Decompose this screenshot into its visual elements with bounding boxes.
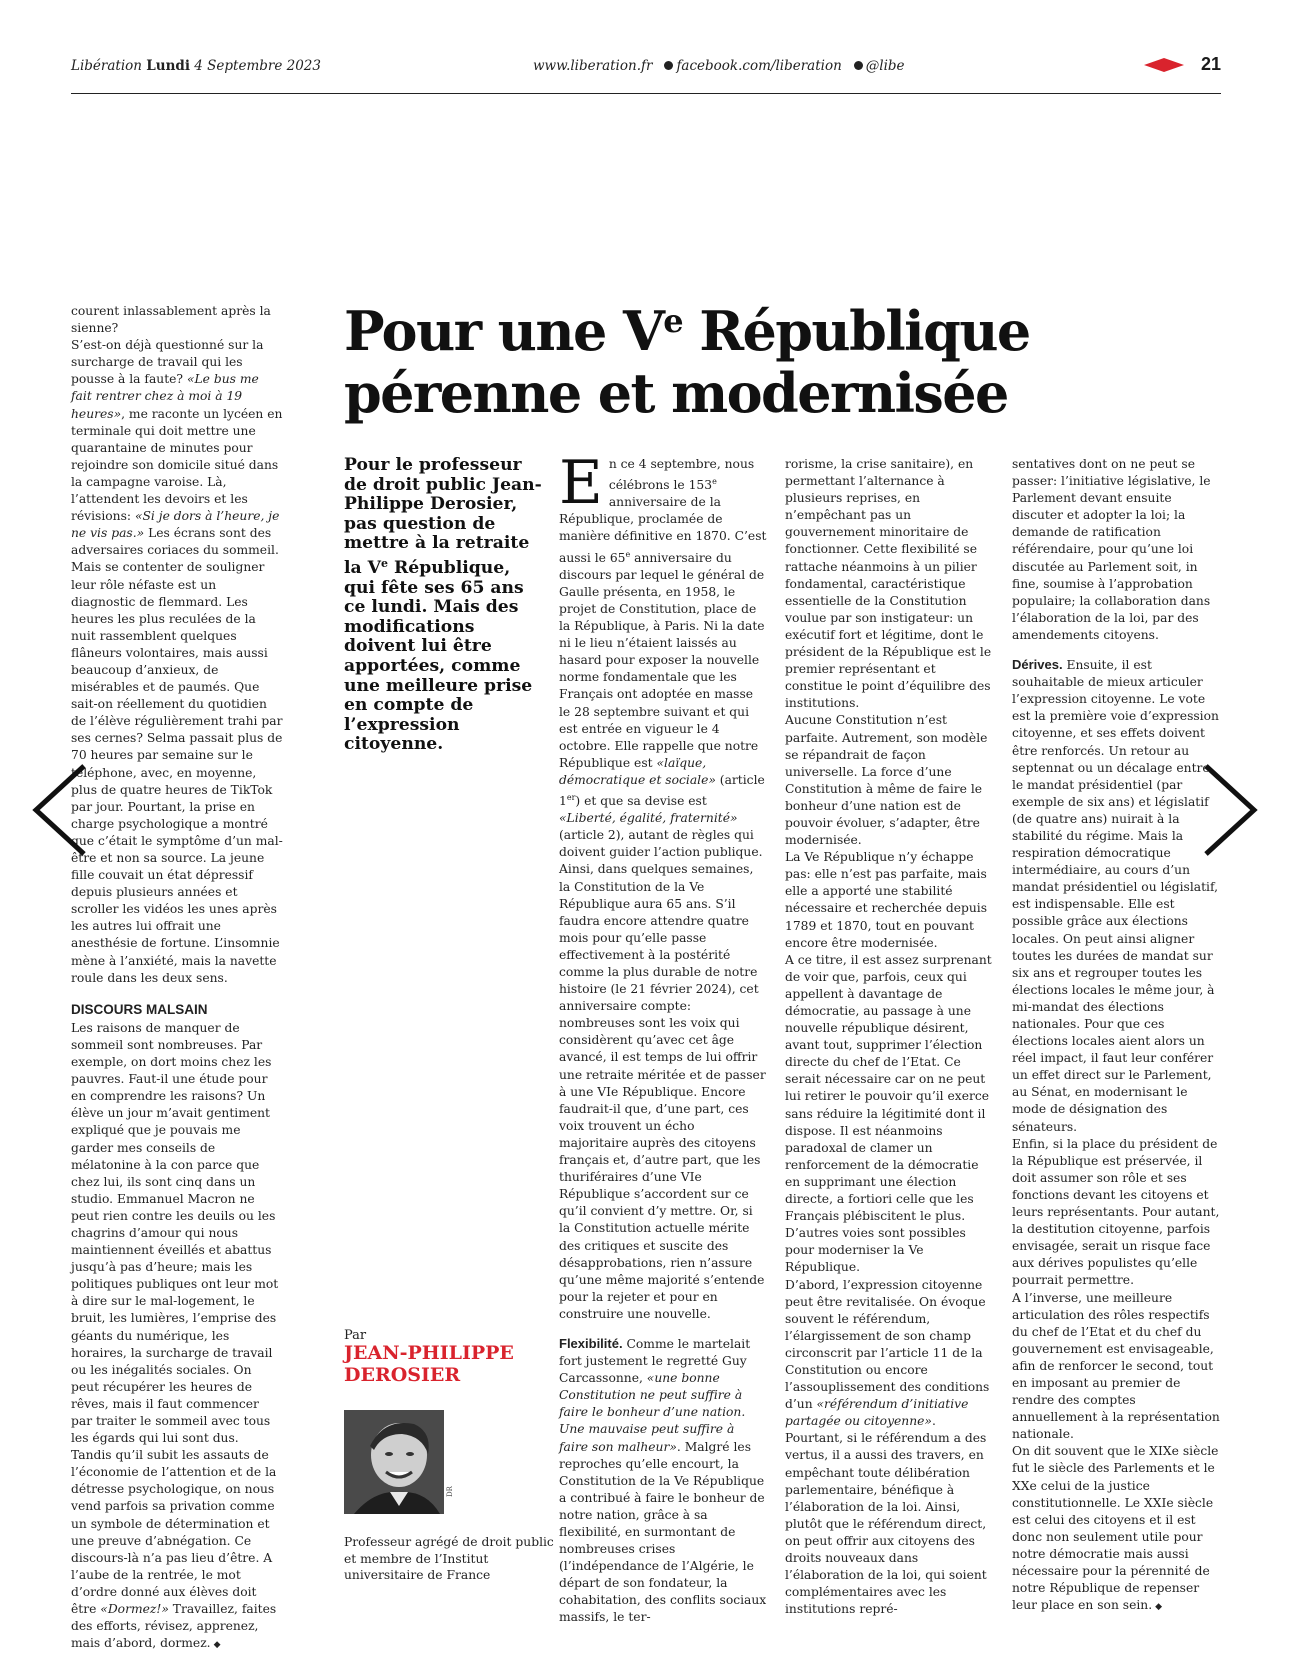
paragraph: A l’inverse, une meilleure articulation des rôles respectifs du chef de l’Etat et du chef du gouvernement est envisageable, afin de renforcer le second, tout en imposant au premier de rendre des comptes annuellement à la représentation nationale. bbox=[1012, 1290, 1220, 1442]
next-page-button[interactable] bbox=[1202, 760, 1262, 860]
page-header bbox=[71, 56, 1221, 94]
article-column-2 bbox=[785, 456, 993, 1618]
paragraph: Flexibilité. Comme le martelait fort justement le regretté Guy Carcassonne, «une bonne Constitution ne peut suffire à faire le bonheur d’une nation. Une mauvaise peut suffire à faire son malheur». Malgré les reproches qu’elle encourt, la Constitution de la Ve République a contribué à faire le bonheur de notre nation, grâce à sa flexibilité, en surmontant de nombreuses crises (l’indépendance de l’Algérie, le départ de son fondateur, la cohabitation, des conflits sociaux massifs, le ter- bbox=[559, 1335, 767, 1625]
paragraph: A ce titre, il est assez surprenant de voir que, parfois, ceux qui appellent à davantage de démocratie, au passage à une nouvelle république désirent, avant tout, supprimer l’élection directe du chef de l’Etat. Ce serait nécessaire car on ne peut lui retirer le pouvoir qu’il exerce sans réduire la légitimité dont il dispose. Il est néanmoins paradoxal de clamer un renforcement de la démocratie en supprimant une élection directe, a fortiori celle que les Français plébiscitent le plus. D’autres voies sont possibles pour moderniser la Ve République. bbox=[785, 952, 992, 1275]
end-of-article-icon: ◆ bbox=[213, 1640, 221, 1651]
article-column-3 bbox=[1012, 456, 1224, 1616]
weekday: Lundi bbox=[146, 58, 190, 74]
byline-prefix: Par bbox=[344, 1328, 367, 1343]
author-photo bbox=[344, 1410, 444, 1514]
author-bio: Professeur agrégé de droit public et membre de l’Institut universitaire de France bbox=[344, 1535, 554, 1582]
paragraph: Aucune Constitution n’est parfaite. Autrement, son modèle se répandrait de façon universelle. La force d’une Constitution à même de faire le bonheur d’une nation est de pouvoir évoluer, s’adapter, être modernisée. bbox=[785, 713, 988, 848]
paragraph: On dit souvent que le XIXe siècle fut le siècle des Parlements et le XXe celui de la justice constitutionnelle. Le XXIe siècle est celui des citoyens et il est donc non seulement utile pour notre démocratie mais aussi nécessaire pour la pérennité de notre République de repenser leur place en son sein. ◆ bbox=[1012, 1443, 1224, 1616]
paragraph: courent inlassablement après la sienne? bbox=[71, 304, 271, 336]
previous-page-button[interactable] bbox=[28, 760, 88, 860]
paragraph: Les raisons de manquer de sommeil sont nombreuses. Par exemple, on dort moins chez les pauvres. Faut-il une étude pour en comprendre les raisons? Un élève un jour m’avait gentiment expliqué que je pouvais me garder mes conseils de mélatonine à la con parce que chez lui, ils sont cinq dans un studio. Emmanuel Macron ne peut rien contre les deuils ou les chagrins d’amour qui nous maintiennent éveillés et abattus jusqu’à pas d’heure; mais les politiques publiques ont leur mot à dire sur le mal-logement, le bruit, les lumières, l’emprise des géants du numérique, les horaires, la surcharge de travail ou les inégalités sociales. On peut récupérer les heures de rêves, mais il faut commencer par traiter le sommeil avec tous les égards qui lui sont dus. Tandis qu’il subit les assauts de l’économie de l’attention et de la détresse psychologique, on nous vend parfois sa privation comme un symbole de détermination et une preuve d’abnégation. Ce discours-là n’a pas lieu d’être. A l’aube de la rentrée, le mot d’ordre donné aux élèves doit être «Dormez!» Travaillez, faites des efforts, révisez, apprenez, mais d’abord, dormez. ◆ bbox=[71, 1020, 283, 1654]
paragraph: Dérives. Ensuite, il est souhaitable de mieux articuler l’expression citoyenne. Le vote est la première voie d’expression citoyenne, et ses effets doivent être renforcés. Un retour au septennat ou un décalage entre le mandat présidentiel (par exemple de six ans) et législatif (de quatre ans) nuirait à la stabilité du régime. Mais la respiration démocratique intermédiaire, au cours d’un mandat présidentiel ou législatif, est indispensable. Elle est possible grâce aux élections locales. On peut ainsi aligner toutes les durées de mandat sur six ans et regrouper toutes les élections locales le même jour, à mi-mandat des élections nationales. Pour que ces élections locales aient alors un réel impact, il faut leur conférer un effet direct sur le Parlement, au Sénat, en modernisant le mode de désignation des sénateurs. bbox=[1012, 657, 1219, 1134]
paragraph: La Ve République n’y échappe pas: elle n’est pas parfaite, mais elle a apporté une stabilité nécessaire et recherchée depuis 1789 et 1870, tout en pouvant encore être modernisée. bbox=[785, 850, 988, 950]
article-standfirst: Pour le professeur de droit public Jean-Philippe Derosier, pas question de mettre à la retraite la Ve République, qui fête ses 65 ans ce lundi. Mais des modifications doivent lui être apportées, comme une meilleure prise en compte de l’expression citoyenne. bbox=[344, 455, 542, 755]
article-title bbox=[344, 290, 1224, 424]
title-line-2: pérenne et modernisée bbox=[344, 361, 1008, 425]
paragraph: D’abord, l’expression citoyenne peut être revitalisée. On évoque souvent le référendum, l’élargissement de son champ circonscrit par l’article 11 de la Constitution ou encore l’assouplissement des conditions d’un «référendum d’initiative partagée ou citoyenne». Pourtant, si le référendum a des vertus, il a aussi des travers, en empêchant toute délibération parlementaire, bénéfique à l’élaboration de la loi. Ainsi, plutôt que le référendum direct, on peut offrir aux citoyens des droits nouveaux dans l’élaboration de la loi, qui soient complémentaires avec les institutions repré- bbox=[785, 1277, 990, 1617]
paragraph: rorisme, la crise sanitaire), en permettant l’alternance à plusieurs reprises, en n’empêchant pas un gouvernement minoritaire de fonctionner. Cette flexibilité se rattache néanmoins à un pilier fondamental, caractéristique essentielle de la Constitution voulue par son instigateur: un exécutif fort et légitime, dont le président de la République est le premier représentant et constitue le point d’équilibre des institutions. bbox=[785, 457, 992, 711]
facebook-link[interactable]: facebook.com/liberation bbox=[676, 58, 842, 74]
masthead-date bbox=[71, 58, 321, 74]
header-links bbox=[533, 58, 905, 74]
twitter-icon bbox=[854, 61, 863, 70]
page-number: 21 bbox=[1200, 54, 1221, 74]
page-marker bbox=[1144, 54, 1221, 78]
paragraph: sentatives dont on ne peut se passer: l’initiative législative, le Parlement devant ensuite discuter et adopter la loi; la demande de ratification référendaire, pour qu’une loi discutée au Parlement soit, in fine, soumise à l’approbation populaire; la collaboration dans l’élaboration de la loi, par des amendements citoyens. bbox=[1012, 457, 1211, 642]
chevron-right-icon bbox=[1202, 760, 1262, 860]
publication-name: Libération bbox=[71, 58, 142, 74]
paragraph: Ainsi, dans quelques semaines, la Constitution de la Ve République aura 65 ans. S’il faudra encore attendre quatre mois pour qu’elle passe effectivement à la postérité comme la plus durable de notre histoire (le 21 février 2024), cet anniversaire compte: nombreuses sont les voix qui considèrent qu’avec cet âge avancé, il est temps de lui offrir une retraite méritée et de passer à une VIe République. Encore faudrait-il que, d’une part, ces voix trouvent un écho majoritaire auprès des citoyens français et, d’autre part, que les thuriféraires d’une VIe République s’accordent sur ce qu’il convient d’y mettre. Or, si la Constitution actuelle mérite des critiques et suscite des désapprobations, rien n’assure qu’une même majorité s’entende pour la rejeter et pour en construire une nouvelle. bbox=[559, 862, 766, 1321]
paragraph: S’est-on déjà questionné sur la surcharge de travail qui les pousse à la faute? «Le bus me fait rentrer chez à moi à 19 heures», me raconte un lycéen en terminale qui doit mettre une quarantaine de minutes pour rejoindre son domicile situé dans la campagne varoise. Là, l’attendent les devoirs et les révisions: «Si je dors à l’heure, je ne vis pas.» Les écrans sont des adversaires coriaces du sommeil. Mais se contenter de souligner leur rôle néfaste est un diagnostic de flemmard. Les heures les plus reculées de la nuit rassemblent quelques flâneurs volontaires, mais aussi beaucoup d’anxieux, de misérables et de paumés. Que sait-on réellement du quotidien de l’élève régulièrement trahi par ses cernes? Selma passait plus de 70 heures par semaine sur le téléphone, avec, en moyenne, plus de quatre heures de TikTok par jour. Pourtant, la prise en charge psychologique a montré que c’était le symptôme d’un mal-être et non sa source. La jeune fille couvait un état dépressif depuis plusieurs années et scroller les vidéos les unes après les autres lui offrait une anesthésie de fortune. L’insomnie mène à l’anxiété, mais la navette roule dans les deux sens. bbox=[71, 338, 283, 985]
facebook-icon bbox=[664, 61, 673, 70]
article-column-1 bbox=[559, 448, 767, 1627]
photo-credit: DR bbox=[446, 1486, 454, 1497]
section-subhead: DISCOURS MALSAIN bbox=[71, 1001, 208, 1017]
section-subhead: Dérives. bbox=[1012, 657, 1063, 673]
website-link[interactable]: www.liberation.fr bbox=[533, 58, 653, 74]
drop-cap: E bbox=[559, 448, 603, 518]
chevron-left-icon bbox=[28, 760, 88, 860]
paragraph: Enfin, si la place du président de la République est préservée, il doit assumer son rôle et ses fonctions devant les citoyens et leurs représentants. Pour autant, la destitution citoyenne, parfois envisagée, serait un risque face aux dérives populistes qu’elle pourrait permettre. bbox=[1012, 1136, 1220, 1288]
paragraph: En ce 4 septembre, nous célébrons le 153e anniversaire de la République, proclamée de manière définitive en 1870. C’est aussi le 65e anniversaire du discours par lequel le général de Gaulle présenta, en 1958, le projet de Constitution, place de la République, à Paris. Ni la date ni le lieu n’étaient laissés au hasard pour exposer la nouvelle norme fondamentale que les Français ont adoptée en masse le 28 septembre suivant et qui est entrée en vigueur le 4 octobre. Elle rappelle que notre République est «laïque, démocratique et sociale» (article 1er) et que sa devise est «Liberté, égalité, fraternité» (article 2), autant de règles qui doivent guider l’action publique. bbox=[559, 448, 767, 860]
end-of-article-icon: ◆ bbox=[1155, 1602, 1163, 1613]
previous-article-column bbox=[71, 303, 283, 1654]
twitter-link[interactable]: @libe bbox=[865, 58, 905, 74]
section-subhead: Flexibilité. bbox=[559, 1335, 623, 1351]
title-line-1: Pour une Ve République bbox=[344, 299, 1030, 363]
issue-date: 4 Septembre 2023 bbox=[194, 58, 321, 74]
liberation-logo-icon bbox=[1144, 58, 1184, 72]
author-name: JEAN-PHILIPPE DEROSIER bbox=[344, 1342, 514, 1386]
portrait-image bbox=[344, 1410, 444, 1514]
